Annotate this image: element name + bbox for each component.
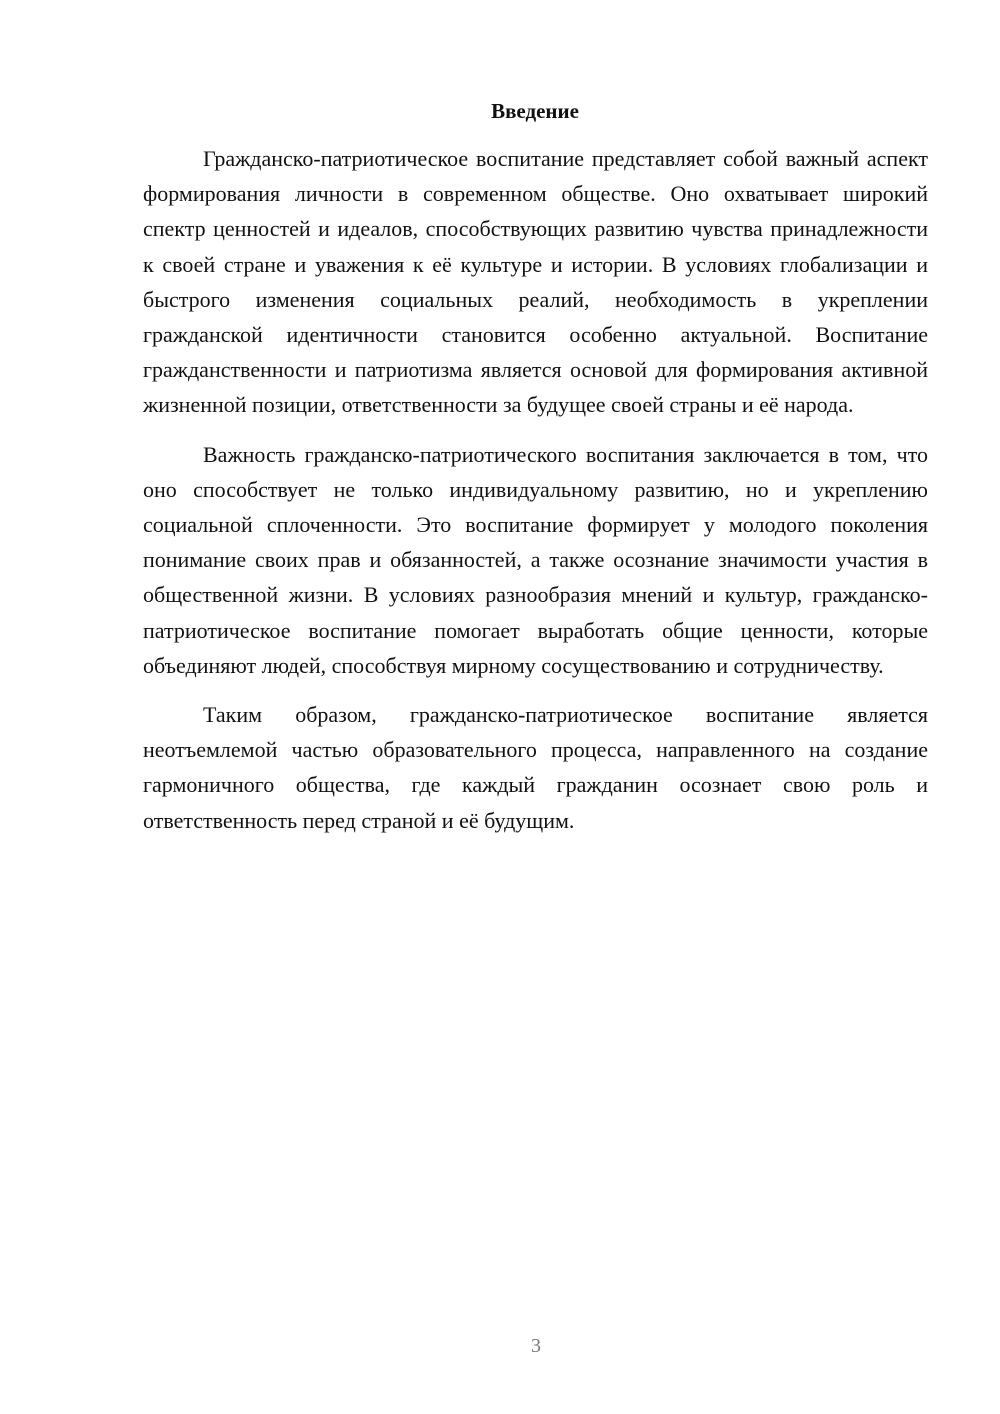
paragraph-2: Важность гражданско-патриотического воспитания заключается в том, что оно способствует не только индивидуальному развитию, но и укреплению социальной сплоченности. Это воспитание формирует у молодого поколения понимание своих прав и обязанностей, а также осознание значимости участия в общественной жизни. В условиях разнообразия мнений и культур, гражданско-патриотическое воспитание помогает выработать общие ценности, которые объединяют людей, способствуя мирному сосуществованию и сотрудничеству.	[143, 441, 928, 678]
paragraph-1: Гражданско-патриотическое воспитание представляет собой важный аспект формирования личности в современном обществе. Оно охватывает широкий спектр ценностей и идеалов, способствующих развитию чувства принадлежности к своей стране и уважения к её культуре и истории. В условиях глобализации и быстрого изменения социальных реалий, необходимость в укреплении гражданской идентичности становится особенно актуальной. Воспитание гражданственности и патриотизма является основой для формирования активной жизненной позиции, ответственности за будущее своей страны и её народа.	[143, 146, 928, 418]
document-body	[143, 141, 928, 852]
page-number: 3	[531, 1335, 541, 1357]
paragraph-3: Таким образом, гражданско-патриотическое воспитание является неотъемлемой частью образовательного процесса, направленного на создание гармоничного общества, где каждый гражданин осознает свою роль и ответственность перед страной и её будущим.	[143, 702, 928, 833]
page-title: Введение	[491, 99, 579, 123]
